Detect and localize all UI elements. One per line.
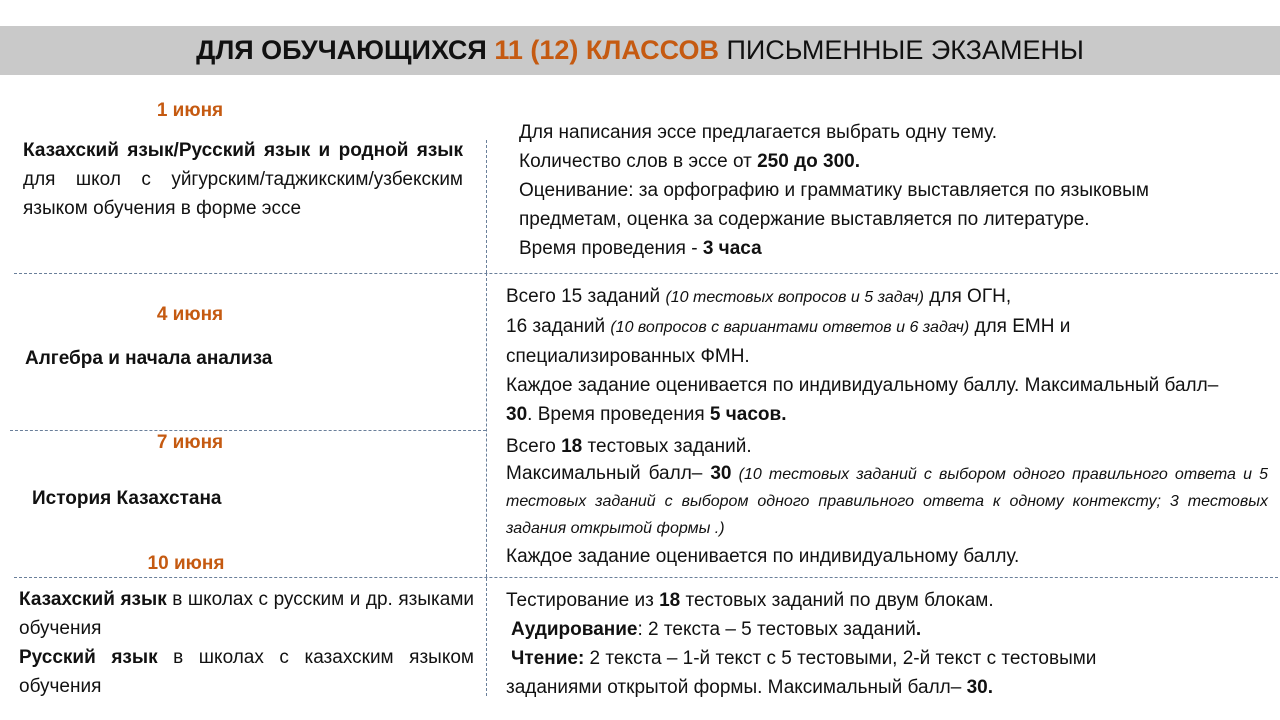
subject-line [19, 585, 474, 643]
desc-text: для ЕМН и [969, 316, 1071, 337]
desc-line [506, 432, 1268, 461]
exam-subject [32, 484, 472, 513]
subject-details: для школ с уйгурским/таджикским/узбекским языком обучения в форме эссе [23, 169, 463, 219]
max-score: 30 [710, 463, 732, 484]
subject-name: Русский язык [19, 647, 158, 668]
exam-description [506, 282, 1266, 429]
desc-text: : 2 текста – 5 тестовых заданий [637, 619, 916, 640]
block-name: Чтение: [511, 648, 585, 669]
page-title [0, 26, 1280, 75]
desc-text: . [915, 619, 922, 640]
desc-text: Тестирование из [506, 590, 660, 611]
duration: 5 часов. [709, 404, 787, 425]
exam-description [519, 118, 1199, 263]
desc-text: тестовых заданий. [582, 436, 752, 457]
title-part-3: ПИСЬМЕННЫЕ ЭКЗАМЕНЫ [718, 35, 1084, 65]
divider-1 [14, 273, 1278, 274]
desc-text: 16 заданий [506, 316, 611, 337]
desc-note: (10 тестовых вопросов и 5 задач) [665, 289, 925, 306]
desc-note: (10 тестовых заданий с выбором одного правильного ответа и 5 тестовых заданий с выбором одного правильного ответа к одному контексту; 3 тестовых задания открытой формы .) [506, 466, 1269, 537]
subject-details: в школах с русским и др. языками обучения [19, 589, 474, 639]
desc-line [519, 234, 1199, 263]
desc-line [506, 586, 1266, 615]
desc-text: Время проведения - [519, 238, 703, 259]
exam-subject [25, 344, 465, 373]
desc-text: Количество слов в эссе от [519, 151, 758, 172]
exam-date: 1 июня [156, 100, 224, 121]
desc-text: 2 текста – 1-й текст с 5 тестовыми, 2-й текст с тестовыми [584, 648, 1097, 669]
subject-details: в школах с казахским языком обучения [19, 647, 474, 697]
block-name: Аудирование [511, 619, 638, 640]
desc-line: Оценивание: за орфографию и грамматику выставляется по языковым предметам, оценка за содержание выставляется по литературе. [519, 180, 1149, 230]
desc-line [506, 312, 1266, 342]
max-score: 30. [966, 677, 994, 698]
desc-text: Всего [506, 436, 562, 457]
task-count: 18 [659, 590, 681, 611]
desc-line [506, 673, 1266, 702]
desc-line: специализированных ФМН. [506, 346, 750, 367]
desc-line: Каждое задание оценивается по индивидуальному баллу. [506, 546, 1020, 567]
desc-text: Максимальный балл– [506, 463, 711, 484]
subject-name: Казахский язык [19, 589, 167, 610]
title-grade: 11 (12) КЛАССОВ [494, 35, 719, 65]
desc-line [506, 615, 1266, 644]
desc-text: тестовых заданий по двум блокам. [680, 590, 994, 611]
desc-text: для ОГН, [924, 286, 1012, 307]
desc-text: заданиями открытой формы. Максимальный балл– [506, 677, 967, 698]
max-score: 30 [506, 404, 528, 425]
subject-name: История Казахстана [32, 488, 222, 509]
subject-name: Алгебра и начала анализа [25, 348, 273, 369]
exam-date: 10 июня [147, 553, 225, 574]
title-part-1: ДЛЯ ОБУЧАЮЩИХСЯ [196, 35, 495, 65]
exam-subject [19, 585, 474, 701]
desc-line [506, 282, 1266, 312]
divider-2 [10, 430, 486, 431]
desc-text: . Время проведения [527, 404, 710, 425]
subject-line [19, 643, 474, 701]
desc-line [519, 147, 1199, 176]
desc-line [506, 461, 1268, 542]
word-count: 250 до 300. [757, 151, 860, 172]
desc-note: (10 вопросов с вариантами ответов и 6 задач) [610, 319, 970, 336]
exam-description [506, 586, 1266, 702]
exam-date: 7 июня [156, 432, 224, 453]
column-divider-2 [486, 273, 487, 577]
desc-line [506, 400, 1266, 429]
subject-name: Казахский язык/Русский язык и родной язык [23, 140, 463, 161]
column-divider-3 [486, 578, 487, 696]
desc-line: Каждое задание оценивается по индивидуальному баллу. Максимальный балл– [506, 375, 1219, 396]
exam-date: 4 июня [156, 304, 224, 325]
column-divider-1 [486, 140, 487, 273]
duration: 3 часа [702, 238, 762, 259]
task-count: 18 [561, 436, 583, 457]
desc-line: Для написания эссе предлагается выбрать одну тему. [519, 122, 998, 143]
exam-description [506, 432, 1268, 571]
desc-text: Всего 15 заданий [506, 286, 666, 307]
desc-line [506, 644, 1266, 673]
divider-3 [14, 577, 1278, 578]
exam-subject [23, 136, 463, 223]
